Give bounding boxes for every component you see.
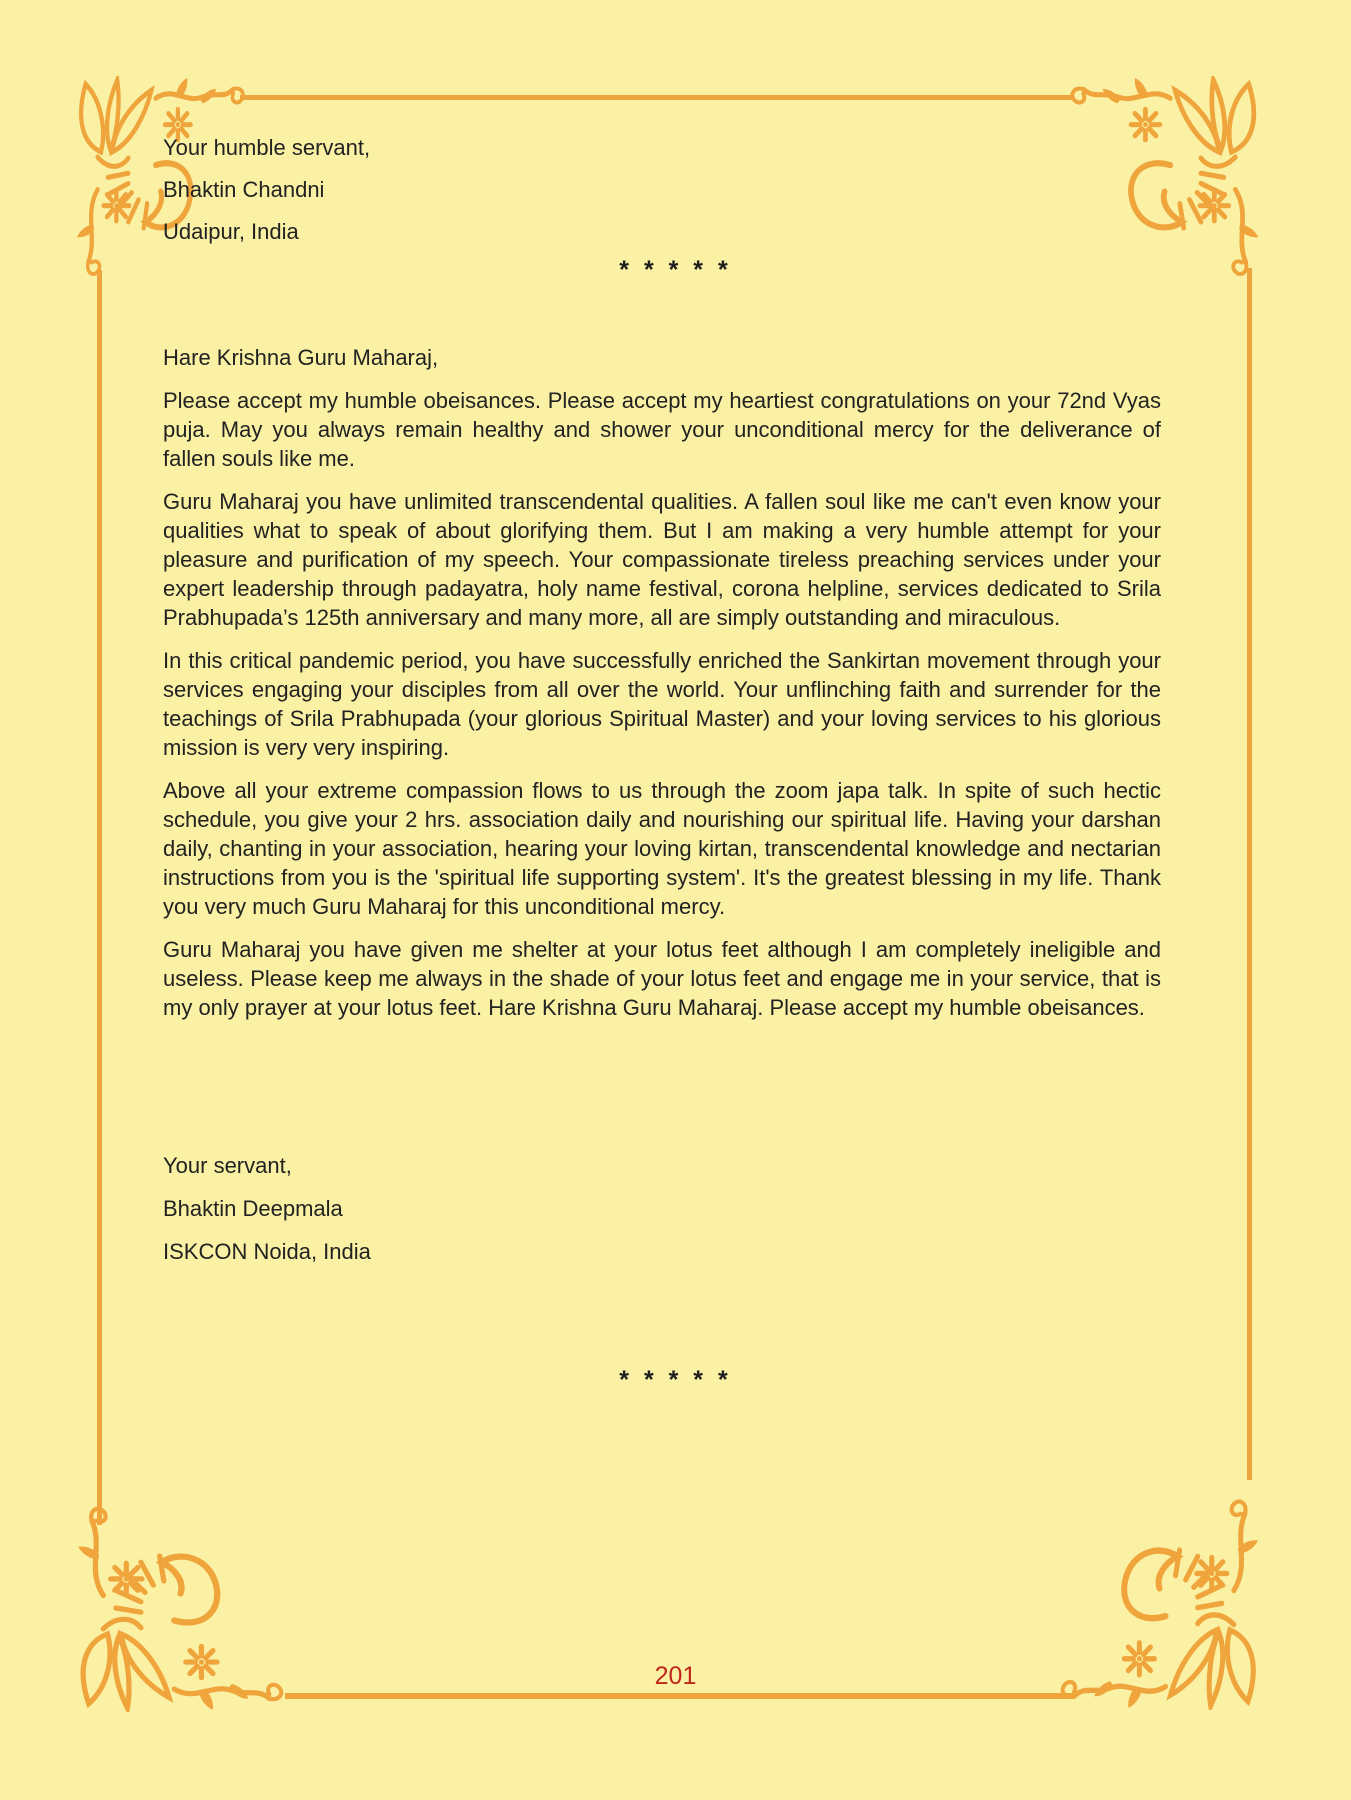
closing-line: Your humble servant,: [163, 135, 371, 160]
asterisk-separator: * * * * *: [619, 256, 732, 284]
page-number: 201: [654, 1662, 697, 1690]
asterisk-separator: * * * * *: [619, 1366, 732, 1394]
border-line-left: [97, 270, 102, 1525]
previous-letter-signature: [163, 133, 370, 259]
letter-paragraph: Guru Maharaj you have unlimited transcendental qualities. A fallen soul like me can't even know your qualities what to speak of about glorifying them. But I am making a very humble attempt for your pleasure and purification of my speech. Your compassionate tireless preaching services under your expert leadership through padayatra, holy name festival, corona helpline, services dedicated to Srila Prabhupada’s 125th anniversary and many more, all are simply outstanding and miraculous.: [163, 489, 1161, 630]
salutation: Hare Krishna Guru Maharaj,: [163, 345, 439, 370]
letter-paragraph: In this critical pandemic period, you have successfully enriched the Sankirtan movement through your services engaging your disciples from all over the world. Your unflinching faith and surrender for the teachings of Srila Prabhupada (your glorious Spiritual Master) and your loving services to his glorious mission is very very inspiring.: [163, 648, 1161, 760]
letter-body: [163, 343, 1161, 1036]
letter-signature: [163, 1151, 371, 1279]
border-line-top: [240, 95, 1072, 100]
letter-paragraph: Please accept my humble obeisances. Please accept my heartiest congratulations on your 72nd Vyas puja. May you always remain healthy and shower your unconditional mercy for the deliverance of fallen souls like me.: [163, 388, 1161, 471]
border-line-bottom: [285, 1693, 1075, 1699]
signer-name: Bhaktin Deepmala: [163, 1196, 343, 1221]
signer-location: ISKCON Noida, India: [163, 1239, 371, 1264]
border-line-right: [1247, 268, 1252, 1480]
signer-name: Bhaktin Chandni: [163, 177, 325, 202]
signer-location: Udaipur, India: [163, 219, 299, 244]
closing-line: Your servant,: [163, 1153, 292, 1178]
letter-paragraph: Guru Maharaj you have given me shelter at your lotus feet although I am completely ineligible and useless. Please keep me always in the shade of your lotus feet and engage me in your service, that is my only prayer at your lotus feet. Hare Krishna Guru Maharaj. Please accept my humble obeisances.: [163, 937, 1161, 1020]
letter-paragraph: Above all your extreme compassion flows to us through the zoom japa talk. In spite of such hectic schedule, you give your 2 hrs. association daily and nourishing our spiritual life. Having your darshan daily, chanting in your association, hearing your loving kirtan, transcendental knowledge and nectarian instructions from you is the 'spiritual life supporting system'. It's the greatest blessing in my life. Thank you very much Guru Maharaj for this unconditional mercy.: [163, 778, 1161, 919]
